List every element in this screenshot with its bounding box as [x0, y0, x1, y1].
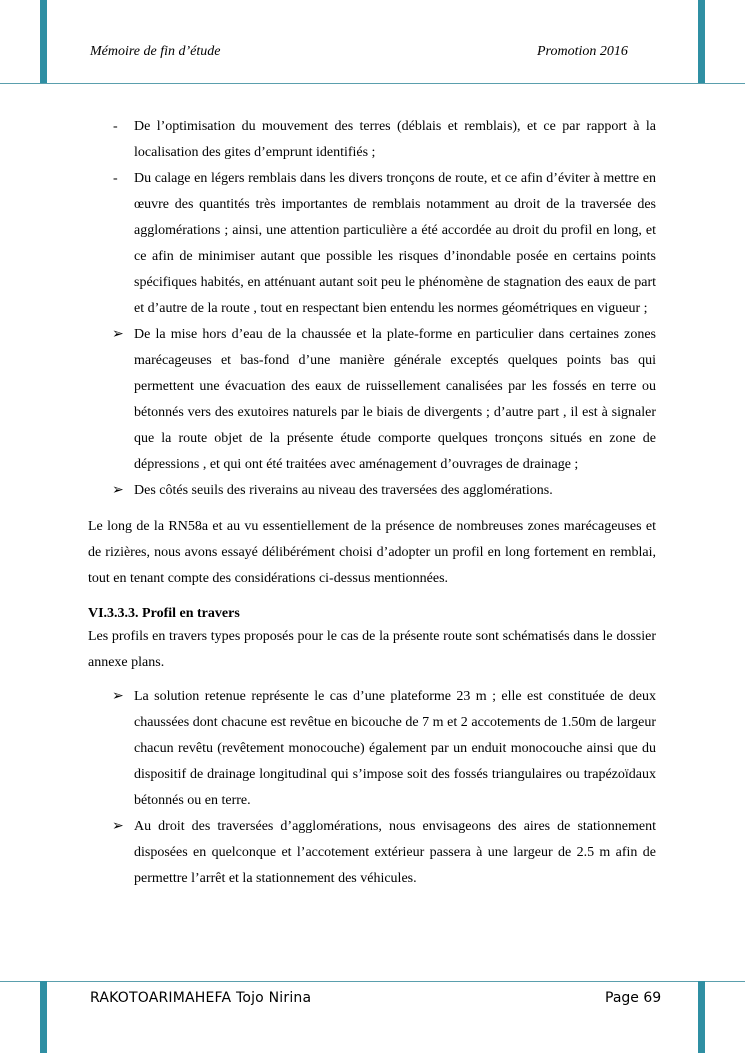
- list-item-text: Des côtés seuils des riverains au niveau des traversées des agglomérations.: [134, 483, 553, 498]
- list-item: [88, 814, 656, 892]
- list-profil-travers: [88, 684, 656, 892]
- arrow-bullet-icon: ➢: [112, 819, 124, 834]
- dash-bullet: -: [113, 171, 118, 186]
- paragraph-profil-en-long: Le long de la RN58a et au vu essentiellement de la présence de nombreuses zones marécageuses et de rizières, nous avons essayé délibérément choisi d’adopter un profil en long fortement en remblai, tout en tenant compte des considérations ci-dessus mentionnées.: [88, 519, 656, 586]
- list-item-text: Du calage en légers remblais dans les divers tronçons de route, et ce afin d’éviter à mettre en œuvre des quantités très importantes de remblais notamment au droit de la traversée des agglomérations ; ainsi, une attention particulière a été accordée au droit du profil en long, et ce afin de minimiser autant que possible les risques d’inondable posée en certains points spécifiques habités, en atténuant autant soit peu le phénomène de stagnation des eaux de part et d’autre de la route , tout en respectant bien entendu les normes géométriques en vigueur ;: [134, 171, 656, 316]
- arrow-bullet-icon: ➢: [112, 689, 124, 704]
- list-item: [88, 114, 656, 166]
- list-item: [88, 478, 656, 504]
- header-rule: [0, 83, 745, 84]
- header-right-bar: [698, 0, 705, 84]
- header-title: Mémoire de fin d’étude: [90, 44, 221, 59]
- footer-rule: [0, 981, 745, 982]
- list-optimisation: [88, 114, 656, 504]
- list-item-text: De la mise hors d’eau de la chaussée et la plate-forme en particulier dans certaines zones marécageuses et bas-fond d’une manière générale exceptés quelques points bas qui permettent une évacuation des eaux de ruissellement canalisées par les fossés en terre ou bétonnés vers des exutoires naturels par le biais de divergents ; d’autre part , il est à signaler que la route objet de la présente étude comporte quelques tronçons situés en zone de dépressions , et qui ont été traitées avec aménagement d’ouvrages de drainage ;: [134, 327, 656, 472]
- page-body: [88, 114, 656, 892]
- arrow-bullet-icon: ➢: [112, 327, 124, 342]
- footer-right-bar: [698, 981, 705, 1053]
- list-item-text: De l’optimisation du mouvement des terres (déblais et remblais), et ce par rapport à la localisation des gites d’emprunt identifiés ;: [134, 119, 656, 160]
- section-heading: VI.3.3.3. Profil en travers: [88, 606, 240, 621]
- dash-bullet: -: [113, 119, 118, 134]
- list-item-text: Au droit des traversées d’agglomérations, nous envisageons des aires de stationnement disposées en quelconque et l’accotement extérieur passera à une largeur de 2.5 m afin de permettre l’arrêt et la stationnement des véhicules.: [134, 819, 656, 886]
- footer-left-bar: [40, 981, 47, 1053]
- footer-author: RAKOTOARIMAHEFA Tojo Nirina: [90, 990, 312, 1006]
- header-promotion: Promotion 2016: [537, 44, 628, 59]
- arrow-bullet-icon: ➢: [112, 483, 124, 498]
- list-item: [88, 166, 656, 322]
- paragraph-profils-types: Les profils en travers types proposés pour le cas de la présente route sont schématisés dans le dossier annexe plans.: [88, 629, 656, 670]
- list-item: [88, 684, 656, 814]
- page-number: Page 69: [605, 990, 662, 1006]
- list-item-text: La solution retenue représente le cas d’une plateforme 23 m ; elle est constituée de deux chaussées dont chacune est revêtue en bicouche de 7 m et 2 accotements de 1.50m de largeur chacun revêtu (revêtement monocouche) également par un enduit monocouche ainsi que du dispositif de drainage longitudinal qui s’impose soit des fossés triangulaires ou trapézoïdaux bétonnés ou en terre.: [134, 689, 656, 808]
- header-left-bar: [40, 0, 47, 84]
- list-item: [88, 322, 656, 478]
